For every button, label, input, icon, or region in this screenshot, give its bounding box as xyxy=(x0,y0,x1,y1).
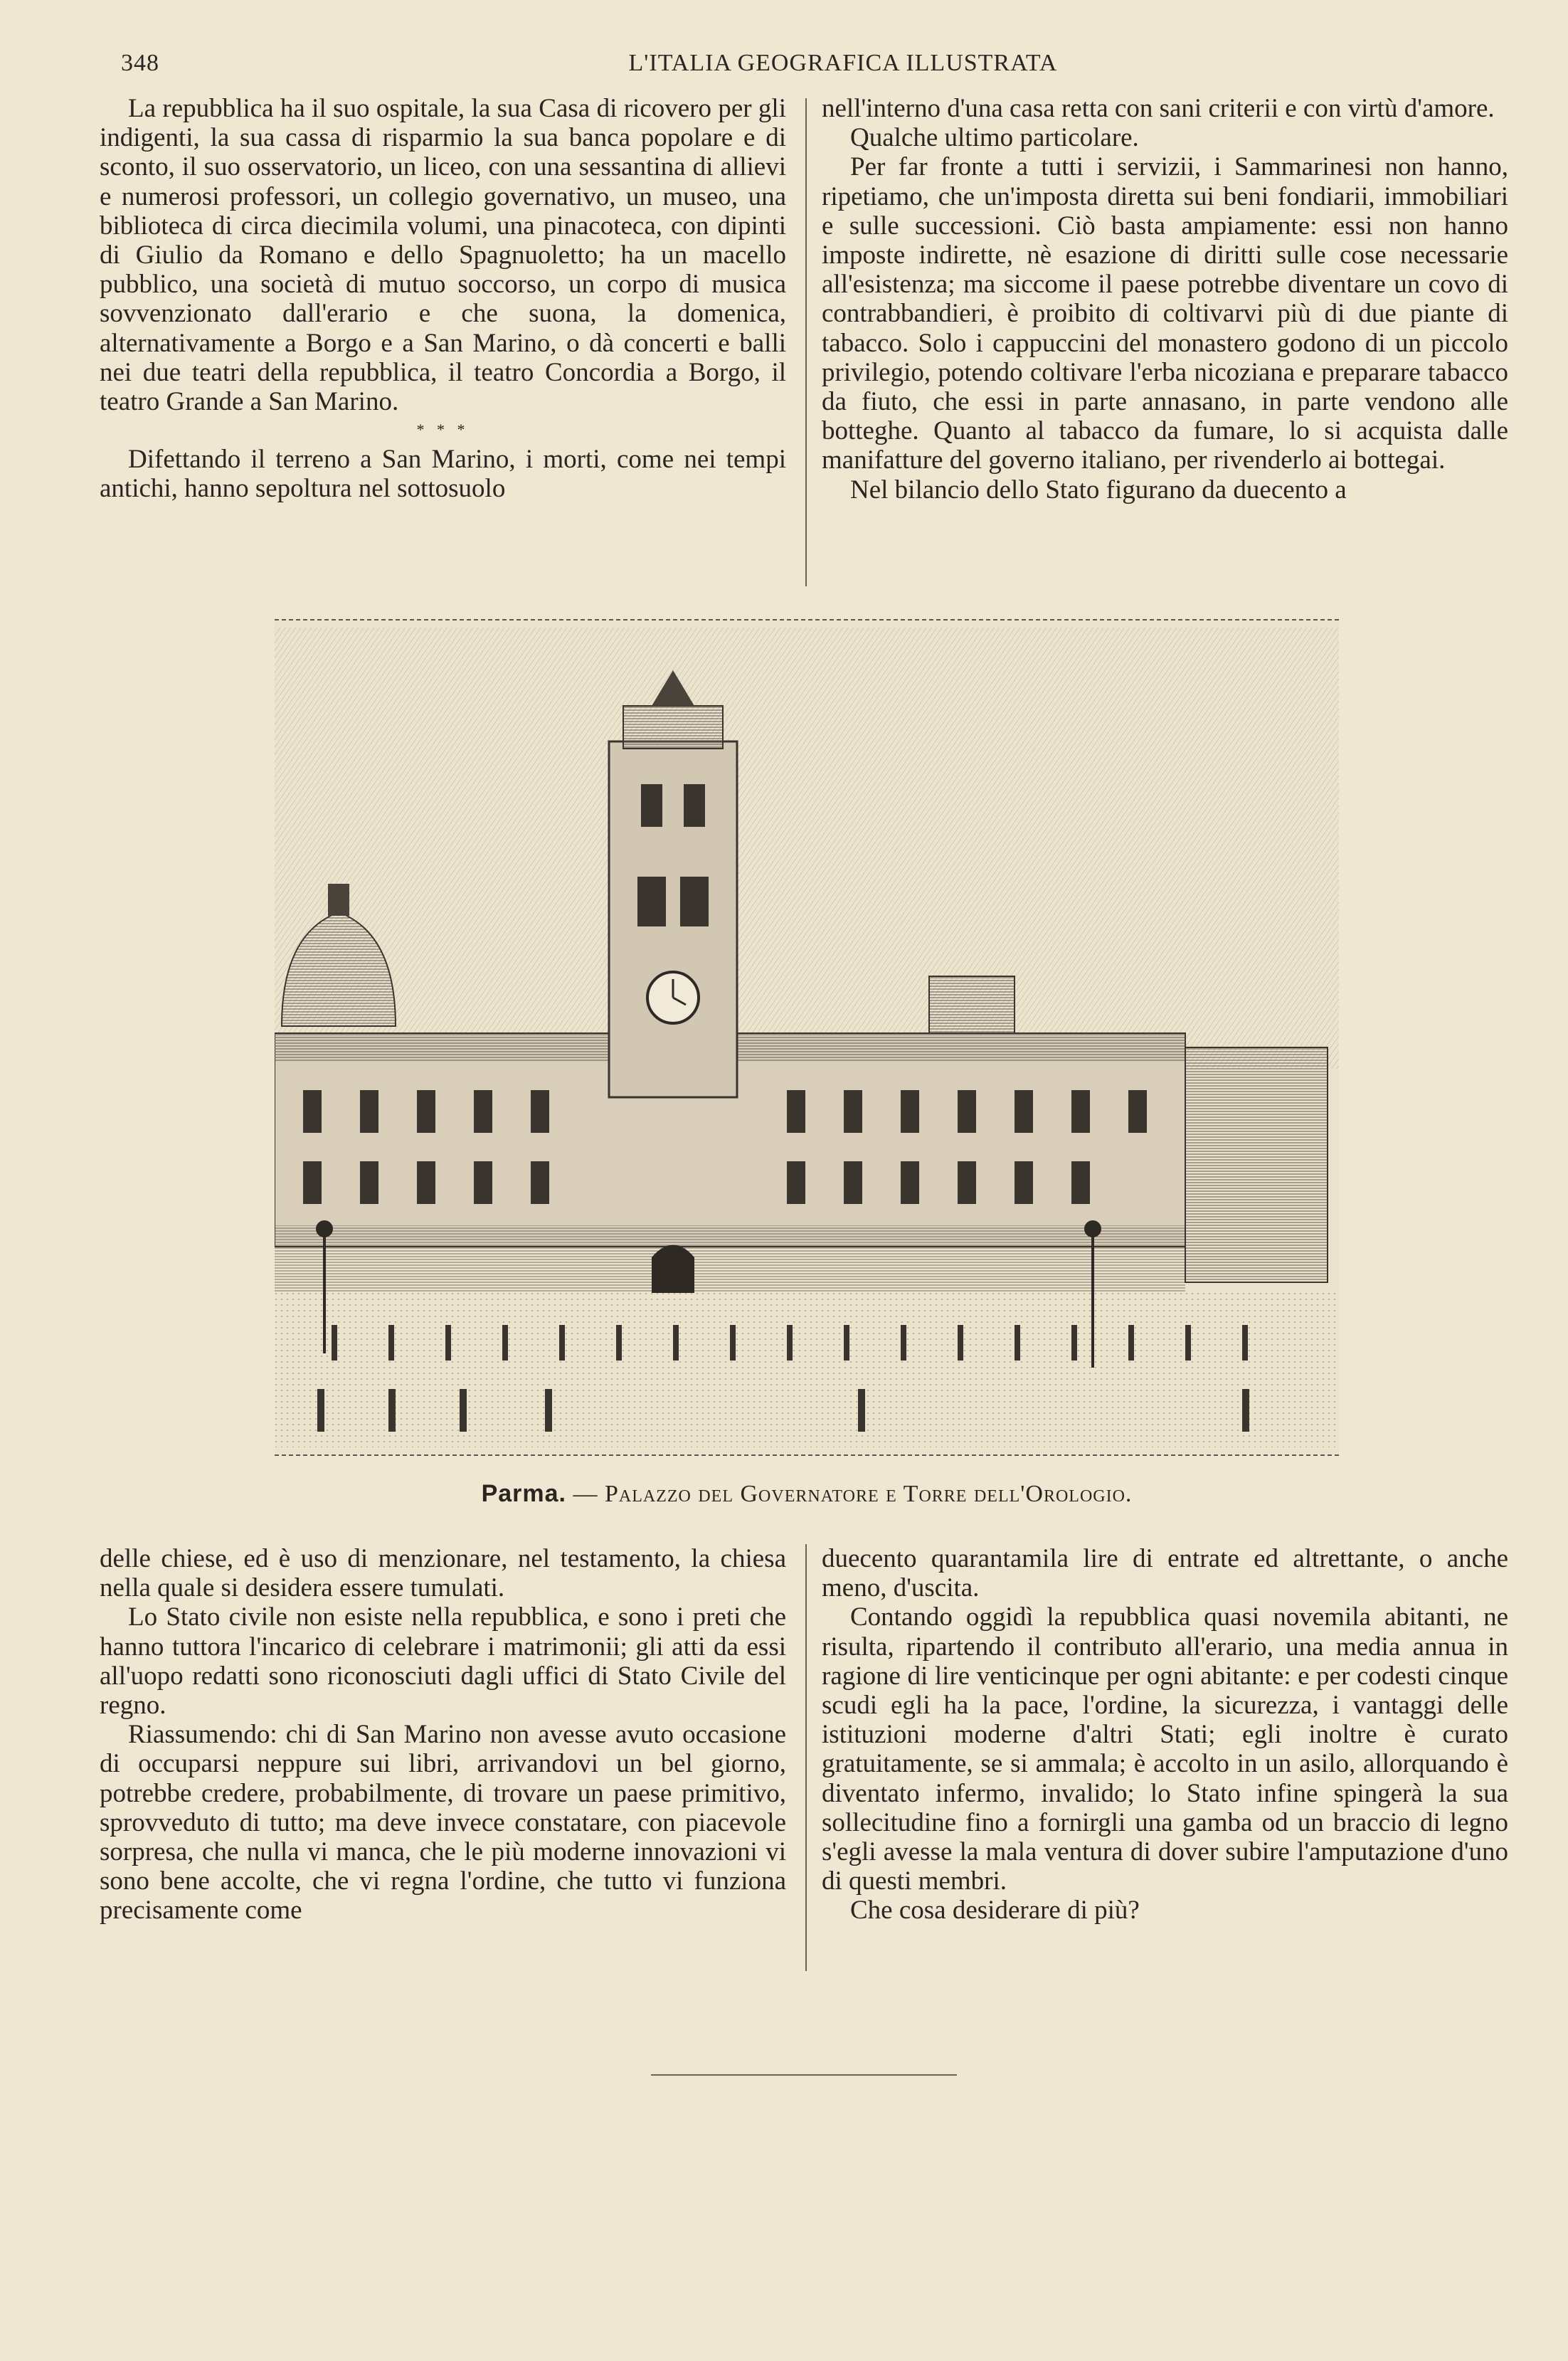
end-rule xyxy=(651,2074,957,2076)
top-left-column xyxy=(100,94,786,504)
paragraph: duecento quarantamila lire di entrate ed altrettante, o anche meno, d'uscita. xyxy=(822,1544,1508,1603)
paragraph: Lo Stato civile non esiste nella repubblica, e sono i preti che hanno tuttora l'incarico di celebrare i matrimonii; gli atti da essi all'uopo redatti sono riconosciuti dagli uffici di Stato Civile del regno. xyxy=(100,1602,786,1721)
page-header xyxy=(121,44,1508,87)
page-number: 348 xyxy=(121,50,159,76)
paragraph: La repubblica ha il suo ospitale, la sua Casa di ricovero per gli indigenti, la sua cassa di risparmio la sua banca popolare e di sconto, il suo osservatorio, un liceo, con una sessantina di allievi e numerosi professori, un collegio governativo, un museo, una biblioteca di circa diecimila volumi, una pinacoteca, con dipinti di Giulio da Romano e dello Spagnuoletto; ha un macello pubblico, una società di mutuo soccorso, un corpo di musica sovvenzionato dall'erario e che suona, la domenica, alternativamente a Borgo e a San Marino, o dà concerti e balli nei due teatri della repubblica, il teatro Concordia a Borgo, il teatro Grande a San Marino. xyxy=(100,94,786,417)
bottom-left-column xyxy=(100,1544,786,1926)
top-right-column xyxy=(822,94,1508,505)
asterism: * * * xyxy=(416,421,470,439)
paragraph: Per far fronte a tutti i servizii, i Sammarinesi non hanno, ripetiamo, che un'imposta diretta sui beni fondiarii, immobiliari e sulle successioni. Ciò basta ampiamente: essi non hanno imposte indirette, nè esazione di diritti sulle cose necessarie all'esistenza; ma siccome il paese potrebbe diventare un covo di contrabbandieri, è proibito di coltivarvi più di due piante di tabacco. Solo i cappuccini del monastero godono di un piccolo privilegio, potendo coltivare l'erba nicoziana e preparare tabacco da fiuto, che essi in parte annasano, in parte vendono alle botteghe. Quanto al tabacco da fumare, lo si acquista dalle manifatture del governo italiano, per rivenderlo ai bottegai. xyxy=(822,152,1508,475)
paragraph: Nel bilancio dello Stato figurano da duecento a xyxy=(850,475,1347,505)
paragraph: Qualche ultimo particolare. xyxy=(850,123,1139,153)
palazzo-governatore-engraving xyxy=(275,620,1339,1454)
caption-city: Parma. xyxy=(481,1480,566,1507)
bottom-right-column xyxy=(822,1544,1508,1926)
caption-title: Palazzo del Governatore e Torre dell'Orologio. xyxy=(604,1481,1133,1507)
paragraph: nell'interno d'una casa retta con sani criterii e con virtù d'amore. xyxy=(822,94,1495,123)
column-rule-bottom xyxy=(805,1544,807,1971)
column-rule-top xyxy=(805,98,807,586)
illustration-frame xyxy=(275,619,1339,1456)
paragraph: Contando oggidì la repubblica quasi novemila abitanti, ne risulta, ripartendo il contributo all'erario, una media annua in ragione di lire venticinque per ogni abitante: e per codesti cinque scudi egli ha la pace, l'ordine, la sicurezza, i vantaggi delle istituzioni moderne d'altri Stati; egli inoltre è curato gratuitamente, se si ammala; è accolto in un asilo, allorquando è diventato infermo, invalido; lo Stato infine spingerà la sua sollecitudine fino a fornirgli una gamba od un braccio di legno s'egli avesse la mala ventura di dover subire l'amputazione d'uno di questi membri. xyxy=(822,1602,1508,1896)
running-title: L'ITALIA GEOGRAFICA ILLUSTRATA xyxy=(628,50,1058,76)
paragraph: delle chiese, ed è uso di menzionare, nel testamento, la chiesa nella quale si desidera essere tumulati. xyxy=(100,1544,786,1603)
paragraph: Che cosa desiderare di più? xyxy=(850,1896,1140,1926)
paragraph: Riassumendo: chi di San Marino non avesse avuto occasione di occuparsi neppure sui libri, arrivandovi un bel giorno, potrebbe credere, probabilmente, di trovare un paese primitivo, sprovveduto di tutto; ma deve invece constatare, con piacevole sorpresa, che nulla vi manca, che le più moderne innovazioni vi sono bene accolte, che vi regna l'ordine, che tutto vi funziona precisamente come xyxy=(100,1720,786,1926)
paragraph: Difettando il terreno a San Marino, i morti, come nei tempi antichi, hanno sepoltura nel sottosuolo xyxy=(100,445,786,504)
figure-caption xyxy=(275,1480,1339,1508)
caption-dash: — xyxy=(573,1481,598,1507)
